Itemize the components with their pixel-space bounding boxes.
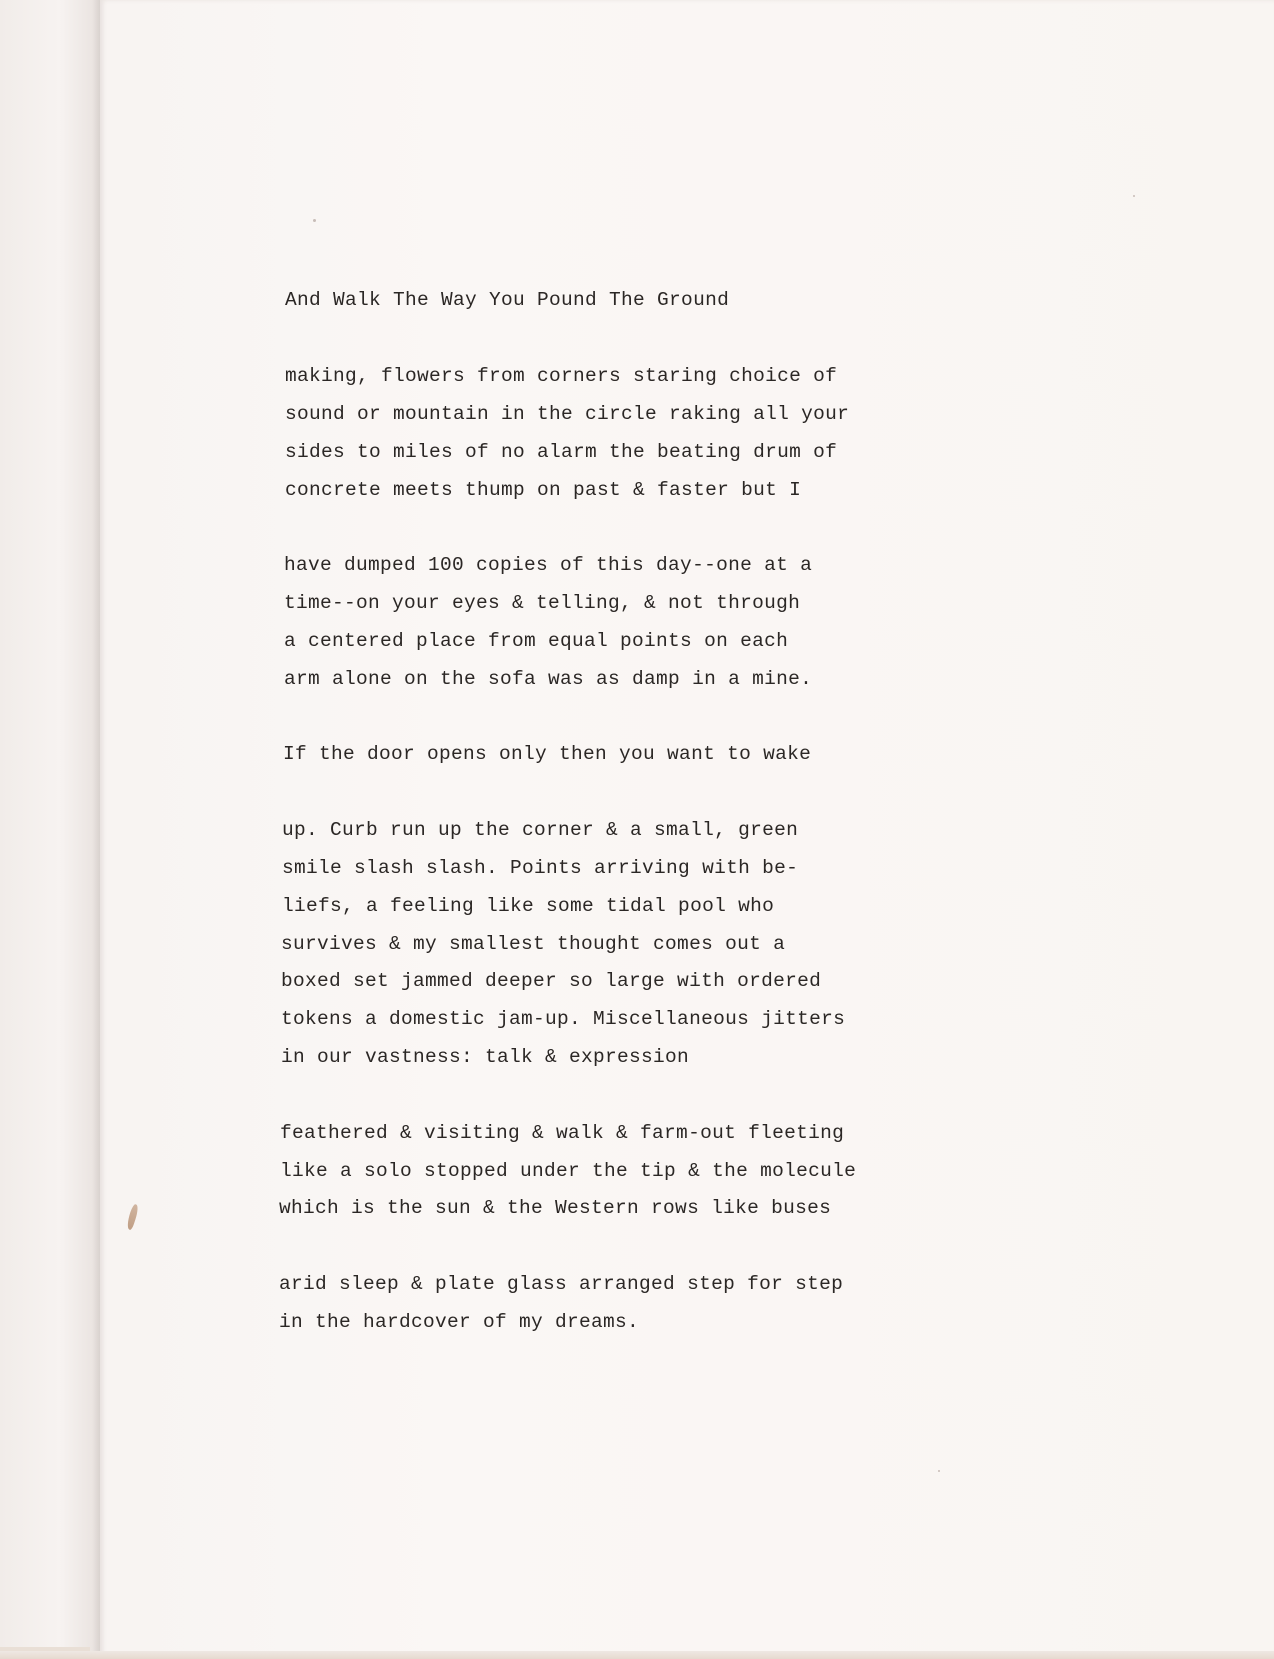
poem-line: tokens a domestic jam-up. Miscellaneous jitters <box>281 1008 846 1030</box>
poem-line: have dumped 100 copies of this day--one at a <box>284 554 813 576</box>
poem-line: which is the sun & the Western rows like buses <box>279 1197 832 1219</box>
poem-line: making, flowers from corners staring choice of <box>285 365 838 387</box>
poem-line: sound or mountain in the circle raking all your <box>285 403 850 425</box>
poem-line: sides to miles of no alarm the beating drum of <box>285 441 838 463</box>
poem-line: arm alone on the sofa was as damp in a mine. <box>284 668 813 690</box>
poem-line: in the hardcover of my dreams. <box>279 1311 640 1333</box>
poem-title: And Walk The Way You Pound The Ground <box>285 289 730 311</box>
poem-line: like a solo stopped under the tip & the molecule <box>280 1160 857 1182</box>
poem-line: in our vastness: talk & expression <box>281 1046 690 1068</box>
poem-line: time--on your eyes & telling, & not through <box>284 592 801 614</box>
poem-line: a centered place from equal points on each <box>284 630 789 652</box>
poem-line: survives & my smallest thought comes out a <box>281 933 786 955</box>
poem-line: If the door opens only then you want to wake <box>283 743 812 765</box>
poem-line: smile slash slash. Points arriving with be- <box>282 857 799 879</box>
poem-line: liefs, a feeling like some tidal pool who <box>282 895 775 917</box>
poem-line: up. Curb run up the corner & a small, green <box>282 819 799 841</box>
poem-line: arid sleep & plate glass arranged step for step <box>279 1273 844 1295</box>
poem-line: feathered & visiting & walk & farm-out fleeting <box>280 1122 845 1144</box>
poem-line: concrete meets thump on past & faster but I <box>285 479 802 501</box>
poem-line: boxed set jammed deeper so large with ordered <box>281 970 822 992</box>
